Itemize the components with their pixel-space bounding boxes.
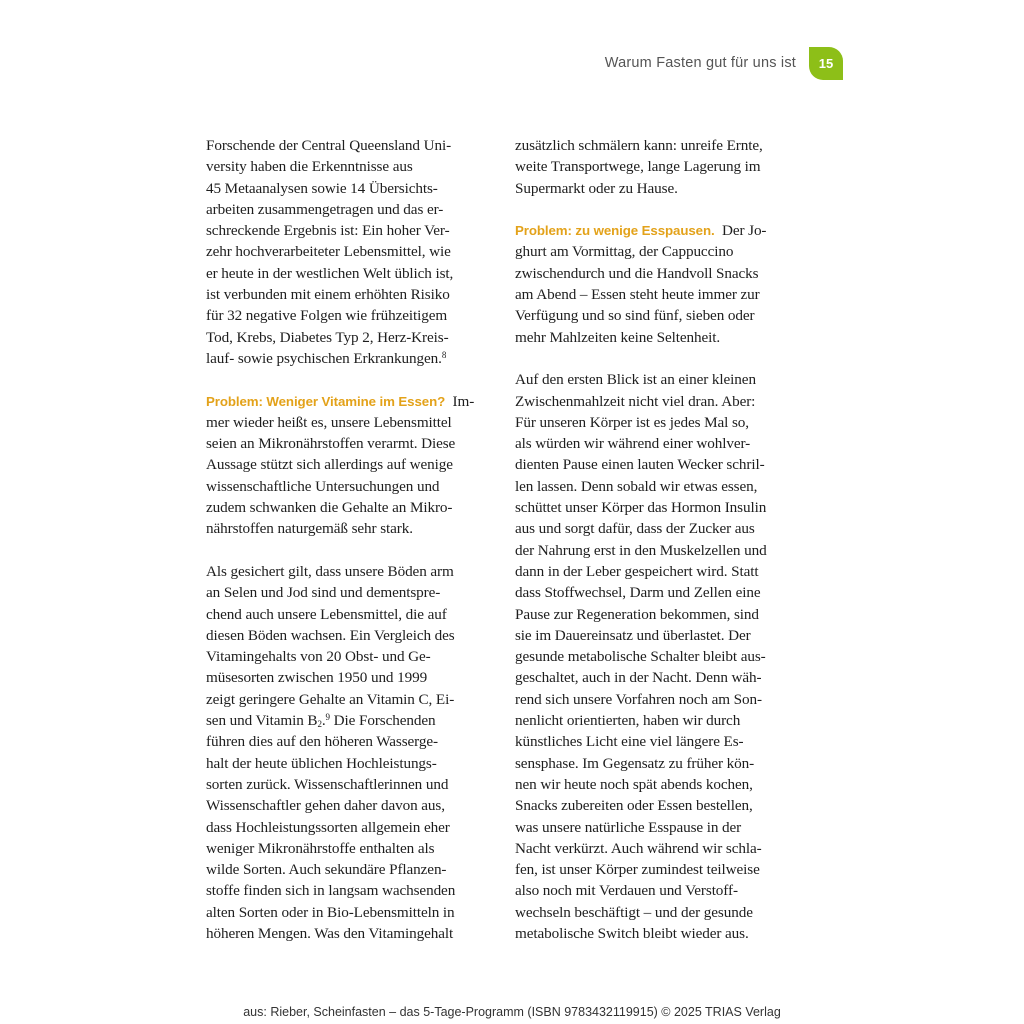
text-line: rend sich unsere Vorfahren noch am Son- (515, 690, 762, 708)
text-line: zwischendurch und die Handvoll Snacks (515, 264, 759, 282)
text-line: wissenschaftliche Untersuchungen und (206, 477, 440, 495)
text-line: stoffe finden sich in langsam wachsenden (206, 882, 456, 900)
paragraph (515, 369, 805, 944)
text-line: Zwischenmahlzeit nicht viel dran. Aber: (515, 392, 756, 410)
text-line: dienten Pause einen lauten Wecker schril- (515, 456, 765, 474)
text-line: diesen Böden wachsen. Ein Vergleich des (206, 626, 455, 644)
text-line: nen wir heute noch spät abends kochen, (515, 775, 753, 793)
text-line: er heute in der westlichen Welt üblich ist, (206, 264, 454, 282)
text-line: sensphase. Im Gegensatz zu früher kön- (515, 754, 755, 772)
text-line: metabolische Switch bleibt wieder aus. (515, 924, 749, 942)
text-line: seien an Mikronährstoffen verarmt. Diese (206, 435, 456, 453)
text-line (515, 220, 805, 241)
text-line: Tod, Krebs, Diabetes Typ 2, Herz-Kreis- (206, 328, 449, 346)
text-line: führen dies auf den höheren Wasserge- (206, 733, 438, 751)
text-line: was unsere natürliche Esspause in der (515, 818, 742, 836)
text-line: mehr Mahlzeiten keine Seltenheit. (515, 328, 721, 346)
paragraph (206, 561, 492, 944)
text-line: also noch mit Verdauen und Verstoff- (515, 882, 738, 900)
text-line: zehr hochverarbeiteter Lebensmittel, wie (206, 243, 451, 261)
text-span: sen und Vitamin B (206, 712, 318, 730)
text-span: . (321, 712, 326, 730)
text-line: als würden wir während einer wohlver- (515, 435, 751, 453)
subscript: 2 (317, 719, 322, 730)
paragraph (206, 391, 492, 540)
text-line: 45 Metaanalysen sowie 14 Übersichts- (206, 179, 438, 197)
text-line: zudem schwanken die Gehalte an Mikro- (206, 499, 453, 517)
text-line: Vitamingehalts von 20 Obst- und Ge- (206, 648, 431, 666)
text-line: ist verbunden mit einem erhöhten Risiko (206, 286, 450, 304)
text-line: alten Sorten oder in Bio-Lebensmitteln in (206, 903, 455, 921)
text-line: sorten zurück. Wissenschaftlerinnen und (206, 775, 449, 793)
text-line: nenlicht orientierten, haben wir durch (515, 712, 741, 730)
left-column (206, 135, 492, 944)
paragraph (515, 220, 805, 348)
page-number-tab: 15 (809, 47, 843, 80)
text-line: am Abend – Essen steht heute immer zur (515, 286, 760, 304)
text-line: an Selen und Jod sind und dementspre- (206, 584, 441, 602)
text-line: gesunde metabolische Schalter bleibt aus- (515, 648, 766, 666)
text-line: wilde Sorten. Auch sekundäre Pflanzen- (206, 861, 447, 879)
text-line: für 32 negative Folgen wie frühzeitigem (206, 307, 448, 325)
text-line (206, 391, 492, 412)
text-line: Forschende der Central Queensland Uni- (206, 137, 452, 154)
text-line: Pause zur Regeneration bekommen, sind (515, 605, 759, 623)
text-span: lauf- sowie psychischen Erkrankungen. (206, 349, 442, 367)
text-line: nährstoffen naturgemäß sehr stark. (206, 520, 413, 538)
text-line: Als gesichert gilt, dass unsere Böden arm (206, 562, 454, 580)
text-line: dann in der Leber gespeichert wird. Statt (515, 562, 759, 580)
text-line: Wissenschaftler gehen daher davon aus, (206, 797, 445, 815)
text-line: Nacht verkürzt. Auch während wir schla- (515, 839, 762, 857)
text-line: weite Transportwege, lange Lagerung im (515, 158, 761, 176)
text-line: künstliches Licht eine viel längere Es- (515, 733, 744, 751)
text-line: mer wieder heißt es, unsere Lebensmittel (206, 413, 452, 431)
text-line: halt der heute üblichen Hochleistungs- (206, 754, 437, 772)
text-line: geschaltet, auch in der Nacht. Denn wäh- (515, 669, 762, 687)
footnote-ref: 8 (441, 349, 447, 360)
text-line: Snacks zubereiten oder Essen bestellen, (515, 797, 753, 815)
section-heading: Problem: Weniger Vitamine im Essen? (206, 393, 446, 409)
text-line: aus und sorgt dafür, dass der Zucker aus (515, 520, 755, 538)
text-line: Supermarkt oder zu Hause. (515, 179, 678, 197)
text-line: höheren Mengen. Was den Vitamingehalt (206, 924, 454, 942)
right-column (515, 135, 805, 944)
text-line: Verfügung und so sind fünf, sieben oder (515, 307, 755, 325)
text-line: arbeiten zusammengetragen und das er- (206, 200, 444, 218)
text-line (206, 710, 492, 731)
paragraph (206, 135, 492, 369)
text-line: zusätzlich schmälern kann: unreife Ernte, (515, 137, 763, 154)
source-footer: aus: Rieber, Scheinfasten – das 5-Tage-Programm (ISBN 9783432119915) © 2025 TRIAS Verlag (243, 1005, 781, 1019)
text-line: Aussage stützt sich allerdings auf wenige (206, 456, 453, 474)
text-line: Für unseren Körper ist es jedes Mal so, (515, 413, 749, 431)
text-line: dass Stoffwechsel, Darm und Zellen eine (515, 584, 761, 602)
text-line: dass Hochleistungssorten allgemein eher (206, 818, 450, 836)
text-line: der Nahrung erst in den Muskelzellen und (515, 541, 767, 559)
text-span: Im- (452, 392, 475, 410)
text-span: Der Jo- (721, 222, 767, 240)
text-line: len lassen. Denn sobald wir etwas essen, (515, 477, 758, 495)
text-line: zeigt geringere Gehalte an Vitamin C, Ei- (206, 690, 455, 708)
text-line: sie im Dauereinsatz und überlastet. Der (515, 626, 751, 644)
text-line: versity haben die Erkenntnisse aus (206, 158, 413, 176)
running-title: Warum Fasten gut für uns ist (604, 55, 796, 71)
text-line: fen, ist unser Körper zumindest teilweise (515, 861, 760, 879)
text-line: wechseln beschäftigt – und der gesunde (515, 903, 753, 921)
text-line: müsesorten zwischen 1950 und 1999 (206, 669, 428, 687)
text-line: schreckende Ergebnis ist: Ein hoher Ver- (206, 222, 450, 240)
text-line: schüttet unser Körper das Hormon Insulin (515, 499, 767, 517)
footnote-ref: 9 (325, 712, 330, 723)
text-line: Auf den ersten Blick ist an einer kleinen (515, 371, 756, 389)
text-line: weniger Mikronährstoffe enthalten als (206, 839, 435, 857)
text-line (206, 348, 492, 369)
text-span: Die Forschenden (329, 712, 436, 730)
paragraph (515, 135, 805, 199)
text-line: ghurt am Vormittag, der Cappuccino (515, 243, 734, 261)
section-heading: Problem: zu wenige Esspausen. (515, 223, 715, 239)
text-line: chend auch unsere Lebensmittel, die auf (206, 605, 447, 623)
